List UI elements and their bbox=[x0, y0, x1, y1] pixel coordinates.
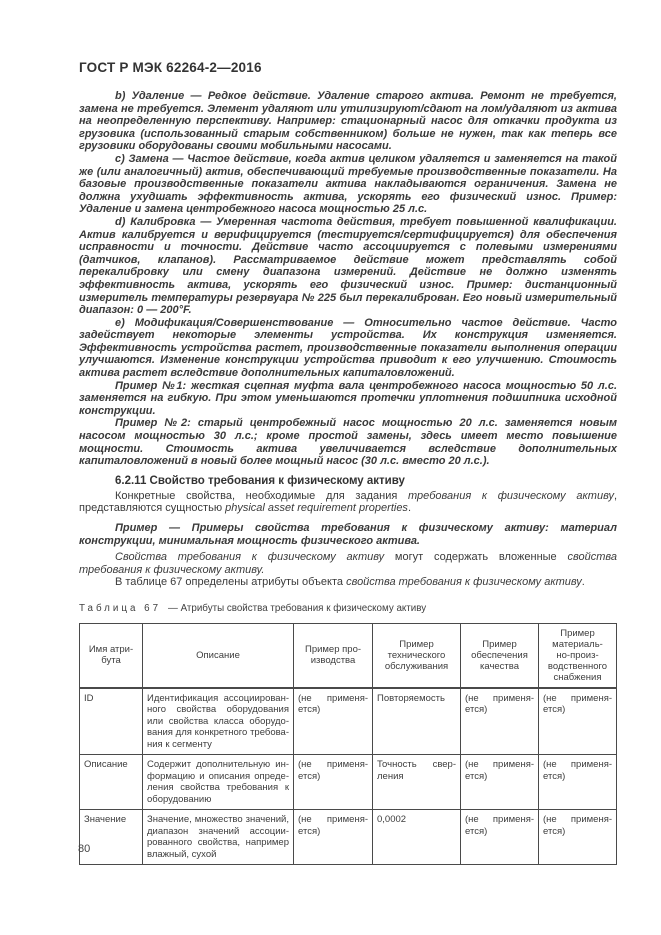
table-caption-text: — Атрибуты свойства требования к физическому активу bbox=[168, 602, 427, 614]
table-cell: (не применя- ется) bbox=[294, 755, 373, 810]
table-cell: ID bbox=[80, 688, 143, 755]
page-number: 80 bbox=[78, 843, 91, 855]
table-row bbox=[80, 755, 617, 810]
table-cell: Описание bbox=[80, 755, 143, 810]
table-cell: Повторяемость bbox=[373, 688, 461, 755]
table-cell: (не применя- ется) bbox=[461, 810, 539, 865]
col-quality-example: Пример обеспечения качества bbox=[461, 623, 539, 688]
col-production-example: Пример про- изводства bbox=[294, 623, 373, 688]
table-cell: Содержит дополнительную ин- формацию и описания опреде- ления свойства требования к оборудованию bbox=[143, 755, 294, 810]
para-d: d) Калибровка — Умеренная частота действия, требует повышенной квалификации. Актив калибруется и верифицируется (тестируется/сертифицируется) для обеспечения исправности и точности. Действие часто ассоциируется с полевыми измерениями (датчиков, клапанов). Рассматриваемое действие может представлять собой перекалибровку или смену диапазона измерений. Действие не должно изменять эффективность актива, ускорять его физический износ. Пример: дистанционный измеритель температуры резервуара № 225 был перекалиброван. Его новый измерительный диапазон: 0 — 200°F. bbox=[79, 215, 617, 317]
para-example-2: Пример №2: старый центробежный насос мощностью 20 л.с. заменяется новым насосом мощностью 30 л.с.; кроме простой замены, здесь имеет место повышение мощности. Стоимость актива увеличивается вследствие дополнительных капиталовложений в новый более мощный насос (30 л.с. вместо 20 л.с.). bbox=[79, 417, 617, 468]
attributes-table bbox=[79, 623, 617, 866]
table-row bbox=[80, 810, 617, 865]
para-example-1: Пример №1: жесткая сцепная муфта вала центробежного насоса мощностью 50 л.с. заменяется на гибкую. При этом уменьшаются протечки уплотнения подшипника исходной конструкции. bbox=[79, 379, 617, 417]
table-cell: (не применя- ется) bbox=[461, 755, 539, 810]
col-description: Описание bbox=[143, 623, 294, 688]
para-table-ref: В таблице 67 определены атрибуты объекта свойства требования к физическому активу. bbox=[115, 576, 585, 589]
table-cell: Значение, множество значений, диапазон значений ассоции- рованного свойства, например влажный, сухой bbox=[143, 810, 294, 865]
section-heading: 6.2.11 Свойство требования к физическому активу bbox=[115, 474, 405, 487]
table-cell: (не применя- ется) bbox=[461, 688, 539, 755]
para-b: b) Удаление — Редкое действие. Удаление старого актива. Ремонт не требуется, замена не требуется. Элемент удаляют или утилизируют/сдают на лом/удаляют из актива на неопределенную перспективу. Например: стационарный насос для откачки продукта из грузовика (использованный старым собственником) больше не нужен, так как теперь все грузовики оборудованы своими мобильными насосами. bbox=[79, 90, 617, 153]
col-maintenance-example: Пример технического обслуживания bbox=[373, 623, 461, 688]
table-cell: (не применя- ется) bbox=[539, 755, 617, 810]
content bbox=[79, 90, 617, 589]
para-c: c) Замена — Частое действие, когда актив целиком удаляется и заменяется на такой же (или аналогичный) актив, обеспечивающий требуемые производственные показатели. На базовые производственные показатели актива накладываются ограничения. Замена не должна ухудшать эффективность актива, ускорять его физический износ. Пример: Удаление и замена центробежного насоса мощностью 25 л.с. bbox=[79, 152, 617, 216]
table-caption bbox=[79, 603, 617, 614]
para-intro: Конкретные свойства, необходимые для задания требования к физическому активу, представляются сущностью physical asset requirement properties. bbox=[79, 489, 618, 515]
col-attr-name: Имя атри- бута bbox=[80, 623, 143, 688]
table-cell: (не применя- ется) bbox=[294, 810, 373, 865]
table-cell: 0,0002 bbox=[373, 810, 461, 865]
col-supply-example: Пример материаль- но-произ- водственного снабжения bbox=[539, 623, 617, 688]
table-cell: (не применя- ется) bbox=[539, 810, 617, 865]
document-header: ГОСТ Р МЭК 62264-2—2016 bbox=[79, 60, 262, 75]
table-head bbox=[80, 623, 617, 688]
para-e: e) Модификация/Совершенствование — Относительно частое действие. Часто задействует некоторые элементы устройства. Их конструкция изменяется. Эффективность устройства растет, производственные показатели выполнения операции улучшаются. Изменение конструкции устройства приводит к его улучшению. Стоимость актива растет вследствие дополнительных капиталовложений. bbox=[79, 316, 617, 380]
table-cell: Идентификация ассоциирован- ного свойства оборудования или свойства класса оборудо- вания для конкретного требова- ния к сегменту bbox=[143, 688, 294, 755]
table-cell: (не применя- ется) bbox=[539, 688, 617, 755]
table-cell: Значение bbox=[80, 810, 143, 865]
table-caption-label: Таблица 67 bbox=[79, 602, 162, 614]
para-property-example: Пример — Примеры свойства требования к физическому активу: материал конструкции, минимальная мощность физического актива. bbox=[79, 522, 617, 547]
table-cell: (не применя- ется) bbox=[294, 688, 373, 755]
table-row bbox=[80, 688, 617, 755]
table-cell: Точность свер- ления bbox=[373, 755, 461, 810]
para-nested: Свойства требования к физическому активу могут содержать вложенные свойства требования к физическому активу. bbox=[79, 551, 617, 576]
